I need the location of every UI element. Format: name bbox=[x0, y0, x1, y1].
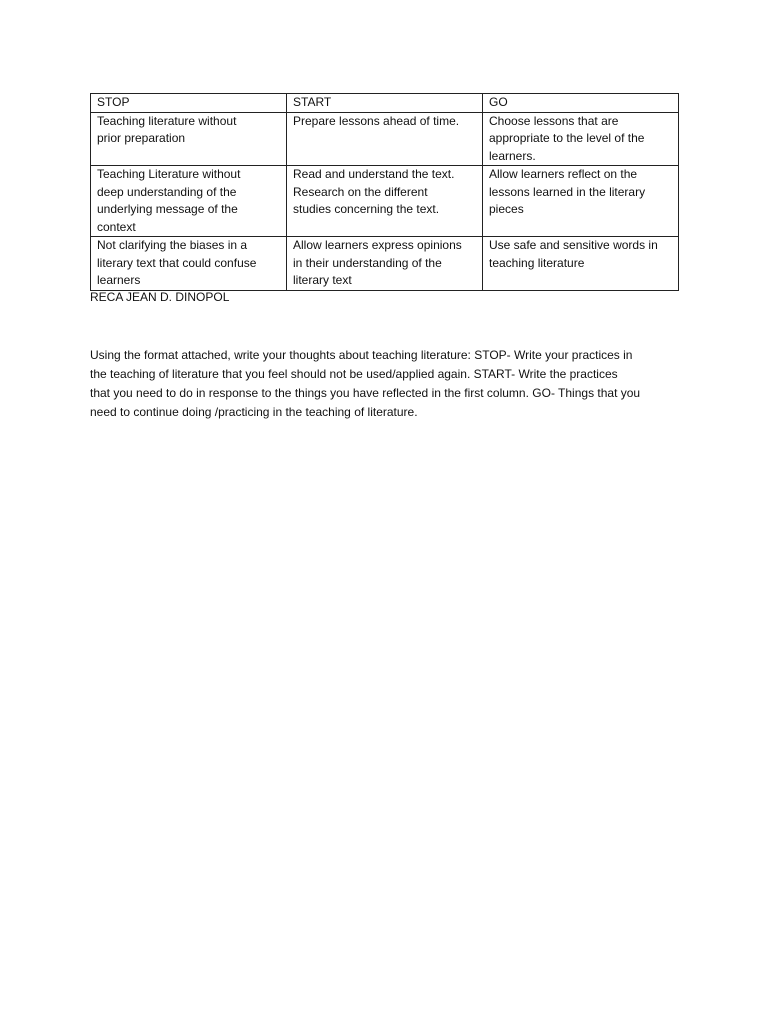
cell-line: Not clarifying the biases in a bbox=[97, 238, 248, 252]
cell-stop bbox=[91, 237, 287, 291]
cell-start bbox=[287, 237, 483, 291]
cell-line: Use safe and sensitive words in bbox=[489, 238, 658, 252]
cell-line: context bbox=[97, 219, 136, 234]
table-header-row bbox=[91, 94, 679, 113]
instructions-line: Using the format attached, write your thoughts about teaching literature: STOP- Write your practices in bbox=[90, 348, 633, 362]
cell-line: Choose lessons that are bbox=[489, 113, 619, 128]
cell-line: Teaching Literature without bbox=[97, 167, 241, 181]
cell-line: literary text bbox=[293, 273, 352, 287]
cell-line: lessons learned in the literary bbox=[489, 184, 646, 199]
cell-stop bbox=[91, 166, 287, 237]
header-go: GO bbox=[483, 94, 679, 113]
cell-line: learners bbox=[97, 273, 141, 287]
cell-line: Research on the different bbox=[293, 184, 428, 199]
cell-line: Teaching literature without bbox=[97, 113, 237, 128]
stop-start-go-table bbox=[90, 93, 679, 291]
cell-line: Read and understand the text. bbox=[293, 167, 455, 181]
cell-line: learners. bbox=[489, 148, 536, 163]
cell-line: teaching literature bbox=[489, 255, 585, 270]
cell-line: underlying message of the bbox=[97, 202, 238, 216]
cell-line: in their understanding of the bbox=[293, 255, 442, 270]
instructions-paragraph bbox=[90, 346, 684, 422]
cell-start bbox=[287, 112, 483, 166]
cell-start bbox=[287, 166, 483, 237]
instructions-line: that you need to do in response to the things you have reflected in the first column. GO- Things that you bbox=[90, 386, 641, 400]
cell-line: pieces bbox=[489, 202, 524, 216]
cell-line: Allow learners reflect on the bbox=[489, 167, 638, 181]
cell-line: Prepare lessons ahead of time. bbox=[293, 113, 460, 128]
instructions-line: the teaching of literature that you feel should not be used/applied again. START- Write the practices bbox=[90, 367, 618, 381]
cell-line: prior preparation bbox=[97, 131, 186, 145]
cell-line: appropriate to the level of the bbox=[489, 131, 645, 145]
table-row bbox=[91, 112, 679, 166]
cell-go bbox=[483, 237, 679, 291]
cell-go bbox=[483, 112, 679, 166]
cell-line: Allow learners express opinions bbox=[293, 238, 462, 252]
table-row bbox=[91, 166, 679, 237]
author-name: RECA JEAN D. DINOPOL bbox=[90, 290, 230, 304]
cell-stop bbox=[91, 112, 287, 166]
cell-line: deep understanding of the bbox=[97, 184, 237, 199]
instructions-line: need to continue doing /practicing in the teaching of literature. bbox=[90, 405, 418, 419]
table-row bbox=[91, 237, 679, 291]
header-stop: STOP bbox=[91, 94, 287, 113]
cell-line: studies concerning the text. bbox=[293, 202, 440, 216]
cell-line: literary text that could confuse bbox=[97, 255, 257, 270]
header-start: START bbox=[287, 94, 483, 113]
cell-go bbox=[483, 166, 679, 237]
